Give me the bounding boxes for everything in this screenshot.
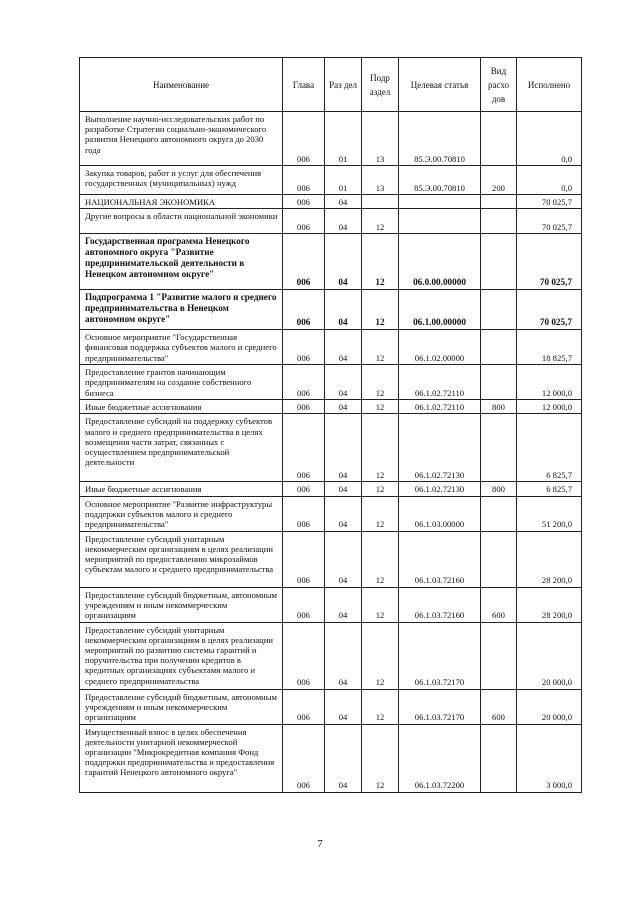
- table-row: [80, 531, 582, 587]
- row-executed-cell: 20 000,0: [517, 689, 582, 724]
- table-row: [80, 414, 582, 482]
- row-executed-cell: 6 825,7: [517, 482, 582, 496]
- row-glava-cell: 006: [283, 496, 325, 531]
- row-target-cell: 06.1.02.72110: [399, 365, 481, 400]
- row-vid-cell: [481, 234, 517, 290]
- row-name-cell: Предоставление субсидий бюджетным, автономным учреждениям и иным некоммерческим организациям: [80, 587, 283, 622]
- row-podrazdel-cell: 12: [362, 209, 399, 234]
- row-vid-cell: [481, 365, 517, 400]
- row-glava-cell: 006: [283, 689, 325, 724]
- row-executed-cell: 70 025,7: [517, 290, 582, 330]
- row-name-cell: Иные бюджетные ассигнования: [80, 400, 283, 414]
- row-razdel-cell: 04: [325, 414, 362, 482]
- row-executed-cell: 18 825,7: [517, 330, 582, 365]
- row-name-cell: Предоставление грантов начинающим предпринимателям на создание собственного бизнеса: [80, 365, 283, 400]
- row-glava-cell: 006: [283, 587, 325, 622]
- row-glava-cell: 006: [283, 414, 325, 482]
- row-name-cell: Основное мероприятие "Развитие инфраструктуры поддержки субъектов малого и среднего предпринимательства": [80, 496, 283, 531]
- row-executed-cell: 20 000,0: [517, 622, 582, 689]
- row-vid-cell: 800: [481, 400, 517, 414]
- row-name-cell: Предоставление субсидий бюджетным, автономным учреждениям и иным некоммерческим организациям: [80, 689, 283, 724]
- row-name-cell: Выполнение научно-исследовательских работ по разработке Стратегии социально-экономического развития Ненецкого автономного округа до 2030 года: [80, 112, 283, 166]
- row-podrazdel-cell: 12: [362, 531, 399, 587]
- budget-execution-table: [79, 57, 582, 793]
- row-vid-cell: 600: [481, 689, 517, 724]
- row-glava-cell: 006: [283, 724, 325, 792]
- row-executed-cell: 12 000,0: [517, 365, 582, 400]
- row-target-cell: 06.1.03.72170: [399, 689, 481, 724]
- row-executed-cell: 70 025,7: [517, 234, 582, 290]
- row-vid-cell: [481, 195, 517, 209]
- row-vid-cell: 600: [481, 587, 517, 622]
- row-razdel-cell: 04: [325, 724, 362, 792]
- row-podrazdel-cell: 12: [362, 234, 399, 290]
- row-target-cell: 06.1.03.72200: [399, 724, 481, 792]
- row-name-cell: Предоставление субсидий на поддержку субъектов малого и среднего предпринимательства в целях возмещения части затрат, связанных с осуществлением предпринимательской деятельности: [80, 414, 283, 482]
- header-vid: Вид расхо дов: [481, 58, 517, 112]
- table-row: [80, 496, 582, 531]
- row-name-cell: Подпрограмма 1 "Развитие малого и среднего предпринимательства в Ненецком автономном округе": [80, 290, 283, 330]
- row-podrazdel-cell: 12: [362, 587, 399, 622]
- row-target-cell: 85.Э.00.70810: [399, 112, 481, 166]
- header-executed: Исполнено: [517, 58, 582, 112]
- page-number: 7: [317, 838, 323, 850]
- row-podrazdel-cell: 12: [362, 330, 399, 365]
- row-razdel-cell: 04: [325, 622, 362, 689]
- row-glava-cell: 006: [283, 400, 325, 414]
- table-row: [80, 365, 582, 400]
- row-razdel-cell: 04: [325, 689, 362, 724]
- row-target-cell: 06.1.02.72130: [399, 482, 481, 496]
- row-executed-cell: 3 000,0: [517, 724, 582, 792]
- row-podrazdel-cell: 12: [362, 414, 399, 482]
- row-name-cell: Основное мероприятие "Государственная финансовая поддержка субъектов малого и среднего предпринимательства": [80, 330, 283, 365]
- row-podrazdel-cell: 12: [362, 724, 399, 792]
- header-name: Наименование: [80, 58, 283, 112]
- row-vid-cell: [481, 112, 517, 166]
- row-target-cell: 06.1.03.72170: [399, 622, 481, 689]
- table-row: [80, 195, 582, 209]
- row-name-cell: Закупка товаров, работ и услуг для обеспечения государственных (муниципальных) нужд: [80, 166, 283, 195]
- row-executed-cell: 28 200,0: [517, 531, 582, 587]
- row-glava-cell: 006: [283, 195, 325, 209]
- header-podrazdel: Подр аздел: [362, 58, 399, 112]
- table-row: [80, 290, 582, 330]
- row-target-cell: [399, 195, 481, 209]
- row-razdel-cell: 04: [325, 330, 362, 365]
- row-podrazdel-cell: 12: [362, 496, 399, 531]
- row-glava-cell: 006: [283, 112, 325, 166]
- row-name-cell: Иные бюджетные ассигнования: [80, 482, 283, 496]
- row-target-cell: 06.1.03.72160: [399, 531, 481, 587]
- table-header-row: [80, 58, 582, 112]
- row-glava-cell: 006: [283, 166, 325, 195]
- row-target-cell: 85.Э.00.70810: [399, 166, 481, 195]
- row-executed-cell: 0,0: [517, 166, 582, 195]
- row-podrazdel-cell: 12: [362, 622, 399, 689]
- row-podrazdel-cell: 12: [362, 400, 399, 414]
- row-razdel-cell: 01: [325, 166, 362, 195]
- row-target-cell: 06.0.00.00000: [399, 234, 481, 290]
- row-target-cell: 06.1.02.72110: [399, 400, 481, 414]
- row-podrazdel-cell: 13: [362, 112, 399, 166]
- row-razdel-cell: 04: [325, 400, 362, 414]
- row-vid-cell: [481, 496, 517, 531]
- row-executed-cell: 51 200,0: [517, 496, 582, 531]
- row-executed-cell: 6 825,7: [517, 414, 582, 482]
- row-vid-cell: [481, 531, 517, 587]
- row-razdel-cell: 04: [325, 195, 362, 209]
- row-razdel-cell: 04: [325, 290, 362, 330]
- row-podrazdel-cell: 13: [362, 166, 399, 195]
- table-row: [80, 482, 582, 496]
- row-razdel-cell: 04: [325, 587, 362, 622]
- table-row: [80, 166, 582, 195]
- row-executed-cell: 0,0: [517, 112, 582, 166]
- row-razdel-cell: 04: [325, 482, 362, 496]
- row-vid-cell: 200: [481, 166, 517, 195]
- row-target-cell: 06.1.02.00000: [399, 330, 481, 365]
- table-row: [80, 209, 582, 234]
- table-row: [80, 400, 582, 414]
- row-target-cell: 06.1.03.00000: [399, 496, 481, 531]
- row-executed-cell: 70 025,7: [517, 209, 582, 234]
- header-glava: Глава: [283, 58, 325, 112]
- row-vid-cell: [481, 290, 517, 330]
- row-target-cell: 06.1.02.72130: [399, 414, 481, 482]
- row-podrazdel-cell: 12: [362, 290, 399, 330]
- row-glava-cell: 006: [283, 209, 325, 234]
- row-glava-cell: 006: [283, 622, 325, 689]
- row-razdel-cell: 04: [325, 496, 362, 531]
- header-razdel: Раз дел: [325, 58, 362, 112]
- row-razdel-cell: 04: [325, 234, 362, 290]
- row-vid-cell: [481, 724, 517, 792]
- row-vid-cell: [481, 209, 517, 234]
- row-podrazdel-cell: [362, 195, 399, 209]
- row-name-cell: Другие вопросы в области национальной экономики: [80, 209, 283, 234]
- row-executed-cell: 70 025,7: [517, 195, 582, 209]
- row-glava-cell: 006: [283, 531, 325, 587]
- header-target: Целевая статья: [399, 58, 481, 112]
- row-vid-cell: [481, 622, 517, 689]
- row-glava-cell: 006: [283, 330, 325, 365]
- row-target-cell: 06.1.00.00000: [399, 290, 481, 330]
- row-razdel-cell: 04: [325, 365, 362, 400]
- row-razdel-cell: 04: [325, 209, 362, 234]
- table-row: [80, 689, 582, 724]
- row-name-cell: Имущественный взнос в целях обеспечения деятельности унитарной некоммерческой организации "Микрокредитная компания Фонд поддержки предпринимательства и предоставления гарантий Ненецкого автономного округа": [80, 724, 283, 792]
- table-row: [80, 724, 582, 792]
- row-target-cell: [399, 209, 481, 234]
- table-row: [80, 622, 582, 689]
- table-row: [80, 330, 582, 365]
- row-glava-cell: 006: [283, 365, 325, 400]
- row-name-cell: НАЦИОНАЛЬНАЯ ЭКОНОМИКА: [80, 195, 283, 209]
- row-podrazdel-cell: 12: [362, 689, 399, 724]
- row-glava-cell: 006: [283, 234, 325, 290]
- row-vid-cell: 800: [481, 482, 517, 496]
- row-razdel-cell: 01: [325, 112, 362, 166]
- table-row: [80, 587, 582, 622]
- row-glava-cell: 006: [283, 290, 325, 330]
- row-executed-cell: 28 200,0: [517, 587, 582, 622]
- row-name-cell: Предоставление субсидий унитарным некоммерческим организациям в целях реализации мероприятий по развитию системы гарантий и поручительства при получении кредитов в кредитных организациях субъектами малого и среднего предпринимательства: [80, 622, 283, 689]
- row-podrazdel-cell: 12: [362, 482, 399, 496]
- row-razdel-cell: 04: [325, 531, 362, 587]
- row-vid-cell: [481, 330, 517, 365]
- row-executed-cell: 12 000,0: [517, 400, 582, 414]
- table-row: [80, 112, 582, 166]
- row-glava-cell: 006: [283, 482, 325, 496]
- row-vid-cell: [481, 414, 517, 482]
- row-name-cell: Предоставление субсидий унитарным некоммерческим организациям в целях реализации мероприятий по предоставлению микрозаймов субъектам малого и среднего предпринимательства: [80, 531, 283, 587]
- row-target-cell: 06.1.03.72160: [399, 587, 481, 622]
- table-row: [80, 234, 582, 290]
- row-podrazdel-cell: 12: [362, 365, 399, 400]
- row-name-cell: Государственная программа Ненецкого автономного округа "Развитие предпринимательской деятельности в Ненецком автономном округе": [80, 234, 283, 290]
